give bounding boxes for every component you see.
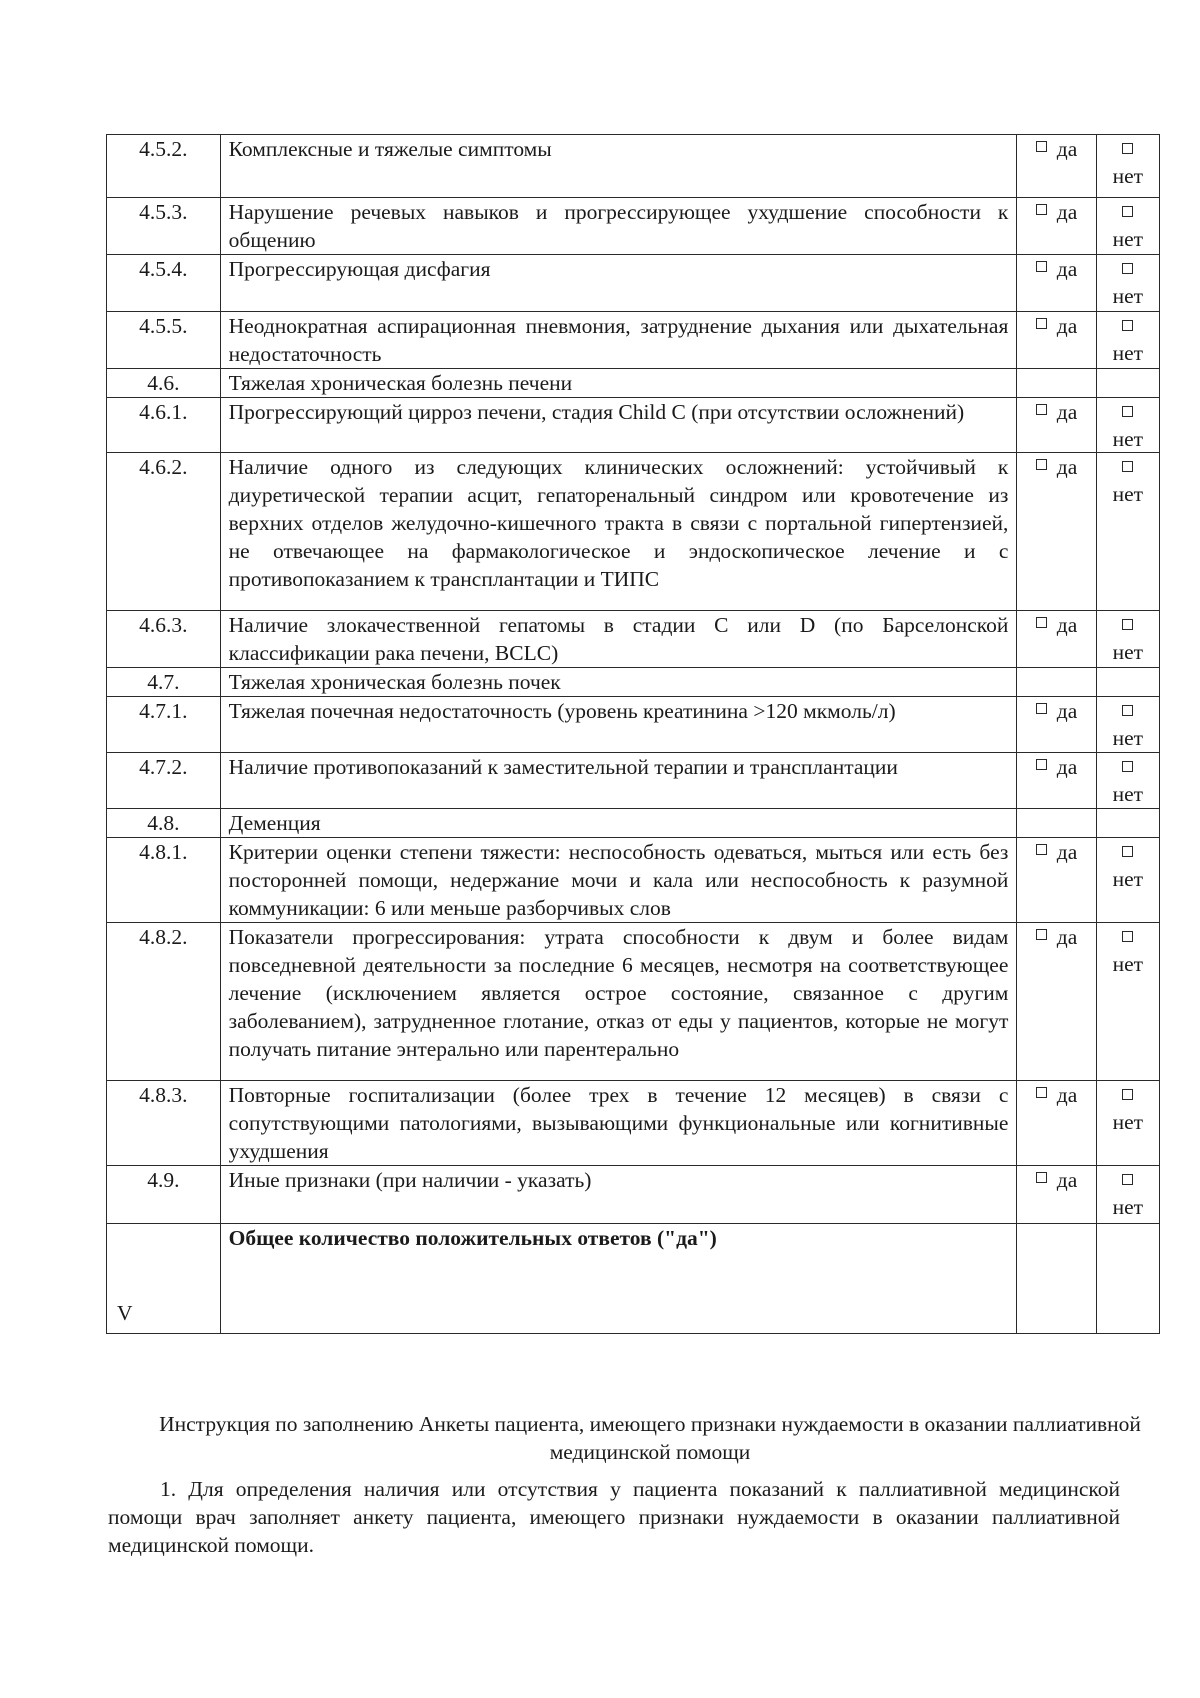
no-cell xyxy=(1096,398,1159,453)
table-row xyxy=(107,312,1160,369)
no-checkbox[interactable] xyxy=(1122,931,1133,942)
table-body xyxy=(107,135,1160,1334)
yes-cell xyxy=(1017,1081,1096,1166)
no-cell xyxy=(1096,453,1159,611)
table-row xyxy=(107,1081,1160,1166)
no-checkbox[interactable] xyxy=(1122,461,1133,472)
instructions-paragraph-1: 1. Для определения наличия или отсутствия у пациента показаний к паллиативной медицинской помощи врач заполняет анкету пациента, имеющего признаки нуждаемости в оказании паллиативной медицинской помощи. xyxy=(108,1477,1120,1557)
no-checkbox[interactable] xyxy=(1122,1174,1133,1185)
yes-checkbox[interactable] xyxy=(1036,1087,1047,1098)
no-checkbox[interactable] xyxy=(1122,320,1133,331)
total-yes-cell[interactable] xyxy=(1017,1224,1096,1334)
no-label: нет xyxy=(1112,1195,1144,1219)
no-cell xyxy=(1096,1081,1159,1166)
row-number: 4.7.2. xyxy=(107,753,221,809)
no-label: нет xyxy=(1112,164,1144,188)
row-criterion-text: Тяжелая почечная недостаточность (уровень креатинина >120 мкмоль/л) xyxy=(220,697,1017,753)
no-label: нет xyxy=(1112,284,1144,308)
yes-checkbox[interactable] xyxy=(1036,459,1047,470)
row-criterion-text: Наличие противопоказаний к заместительной терапии и трансплантации xyxy=(220,753,1017,809)
yes-label: да xyxy=(1056,257,1078,281)
yes-cell xyxy=(1017,398,1096,453)
row-criterion-text: Повторные госпитализации (более трех в течение 12 месяцев) в связи с сопутствующими патологиями, вызывающими функциональные или когнитивные ухудшения xyxy=(220,1081,1017,1166)
row-number: 4.9. xyxy=(107,1166,221,1224)
row-number: 4.6.3. xyxy=(107,611,221,668)
table-row xyxy=(107,369,1160,398)
table-row xyxy=(107,697,1160,753)
row-criterion-text: Показатели прогрессирования: утрата способности к двум и более видам повседневной деятельности за последние 6 месяцев, несмотря на соответствующее лечение (исключением является острое состояние, связанное с другим заболеванием), затрудненное глотание, отказ от еды у пациентов, которые не могут получать питание энтерально или парентерально xyxy=(220,923,1017,1081)
yes-cell xyxy=(1017,697,1096,753)
yes-cell xyxy=(1017,369,1096,398)
yes-checkbox[interactable] xyxy=(1036,318,1047,329)
no-checkbox[interactable] xyxy=(1122,406,1133,417)
instructions-title: Инструкция по заполнению Анкеты пациента, имеющего признаки нуждаемости в оказании паллиативной медицинской помощи xyxy=(159,1412,1141,1464)
yes-cell xyxy=(1017,453,1096,611)
yes-cell xyxy=(1017,611,1096,668)
no-cell xyxy=(1096,668,1159,697)
no-label: нет xyxy=(1112,227,1144,251)
yes-label: да xyxy=(1056,755,1078,779)
yes-label: да xyxy=(1056,455,1078,479)
yes-cell xyxy=(1017,198,1096,255)
yes-cell xyxy=(1017,255,1096,312)
row-number: 4.6. xyxy=(107,369,221,398)
yes-label: да xyxy=(1056,200,1078,224)
yes-label: да xyxy=(1056,699,1078,723)
row-criterion-text: Тяжелая хроническая болезнь печени xyxy=(220,369,1017,398)
row-criterion-text: Иные признаки (при наличии - указать) xyxy=(220,1166,1017,1224)
row-number: 4.7.1. xyxy=(107,697,221,753)
total-section-number: V xyxy=(107,1224,221,1334)
no-label: нет xyxy=(1112,726,1144,750)
no-cell xyxy=(1096,809,1159,838)
yes-cell xyxy=(1017,753,1096,809)
row-criterion-text: Прогрессирующий цирроз печени, стадия Child С (при отсутствии осложнений) xyxy=(220,398,1017,453)
yes-cell xyxy=(1017,668,1096,697)
no-checkbox[interactable] xyxy=(1122,619,1133,630)
row-criterion-text: Наличие злокачественной гепатомы в стадии С или D (по Барселонской классификации рака печени, BCLC) xyxy=(220,611,1017,668)
row-criterion-text: Тяжелая хроническая болезнь почек xyxy=(220,668,1017,697)
no-label: нет xyxy=(1112,341,1144,365)
yes-checkbox[interactable] xyxy=(1036,703,1047,714)
table-row xyxy=(107,923,1160,1081)
table-row xyxy=(107,1166,1160,1224)
table-row xyxy=(107,753,1160,809)
no-checkbox[interactable] xyxy=(1122,143,1133,154)
table-row xyxy=(107,398,1160,453)
no-cell xyxy=(1096,312,1159,369)
yes-cell xyxy=(1017,809,1096,838)
yes-label: да xyxy=(1056,314,1078,338)
row-criterion-text: Прогрессирующая дисфагия xyxy=(220,255,1017,312)
row-number: 4.5.4. xyxy=(107,255,221,312)
row-number: 4.6.1. xyxy=(107,398,221,453)
yes-label: да xyxy=(1056,840,1078,864)
table-row xyxy=(107,453,1160,611)
yes-cell xyxy=(1017,135,1096,198)
yes-cell xyxy=(1017,312,1096,369)
yes-cell xyxy=(1017,1166,1096,1224)
yes-checkbox[interactable] xyxy=(1036,617,1047,628)
row-criterion-text: Наличие одного из следующих клинических осложнений: устойчивый к диуретической терапии асцит, гепаторенальный синдром или кровотечение из верхних отделов желудочно-кишечного тракта в связи с портальной гипертензией, не отвечающее на фармакологическое и эндоскопическое лечение и с противопоказанием к трансплантации и ТИПС xyxy=(220,453,1017,611)
yes-checkbox[interactable] xyxy=(1036,141,1047,152)
no-cell xyxy=(1096,255,1159,312)
yes-checkbox[interactable] xyxy=(1036,759,1047,770)
total-row xyxy=(107,1224,1160,1334)
row-number: 4.8. xyxy=(107,809,221,838)
no-cell xyxy=(1096,198,1159,255)
table-row xyxy=(107,611,1160,668)
row-number: 4.7. xyxy=(107,668,221,697)
row-criterion-text: Неоднократная аспирационная пневмония, затруднение дыхания или дыхательная недостаточность xyxy=(220,312,1017,369)
yes-checkbox[interactable] xyxy=(1036,929,1047,940)
row-number: 4.8.2. xyxy=(107,923,221,1081)
yes-cell xyxy=(1017,838,1096,923)
yes-label: да xyxy=(1056,925,1078,949)
no-cell xyxy=(1096,753,1159,809)
palliative-criteria-table xyxy=(106,134,1160,1334)
yes-checkbox[interactable] xyxy=(1036,261,1047,272)
yes-label: да xyxy=(1056,400,1078,424)
yes-label: да xyxy=(1056,1168,1078,1192)
row-criterion-text: Деменция xyxy=(220,809,1017,838)
no-cell xyxy=(1096,923,1159,1081)
no-checkbox[interactable] xyxy=(1122,263,1133,274)
no-cell xyxy=(1096,611,1159,668)
row-criterion-text: Критерии оценки степени тяжести: неспособность одеваться, мыться или есть без посторонней помощи, недержание мочи и кала или неспособность к разумной коммуникации: 6 или меньше разборчивых слов xyxy=(220,838,1017,923)
yes-checkbox[interactable] xyxy=(1036,844,1047,855)
yes-checkbox[interactable] xyxy=(1036,1172,1047,1183)
total-positive-answers-label: Общее количество положительных ответов ("да") xyxy=(220,1224,1017,1334)
no-cell xyxy=(1096,135,1159,198)
no-checkbox[interactable] xyxy=(1122,1089,1133,1100)
no-label: нет xyxy=(1112,867,1144,891)
no-cell xyxy=(1096,369,1159,398)
yes-checkbox[interactable] xyxy=(1036,204,1047,215)
table-row xyxy=(107,198,1160,255)
yes-label: да xyxy=(1056,613,1078,637)
yes-cell xyxy=(1017,923,1096,1081)
row-criterion-text: Нарушение речевых навыков и прогрессирующее ухудшение способности к общению xyxy=(220,198,1017,255)
no-checkbox[interactable] xyxy=(1122,206,1133,217)
table-row xyxy=(107,668,1160,697)
no-label: нет xyxy=(1112,782,1144,806)
no-label: нет xyxy=(1112,640,1144,664)
total-no-cell[interactable] xyxy=(1096,1224,1159,1334)
no-cell xyxy=(1096,1166,1159,1224)
row-number: 4.5.3. xyxy=(107,198,221,255)
no-label: нет xyxy=(1112,952,1144,976)
yes-label: да xyxy=(1056,137,1078,161)
no-checkbox[interactable] xyxy=(1122,705,1133,716)
no-cell xyxy=(1096,838,1159,923)
row-number: 4.5.5. xyxy=(107,312,221,369)
no-checkbox[interactable] xyxy=(1122,761,1133,772)
no-label: нет xyxy=(1112,482,1144,506)
row-number: 4.8.3. xyxy=(107,1081,221,1166)
no-cell xyxy=(1096,697,1159,753)
table-row xyxy=(107,135,1160,198)
table-row xyxy=(107,809,1160,838)
yes-checkbox[interactable] xyxy=(1036,404,1047,415)
row-number: 4.8.1. xyxy=(107,838,221,923)
no-checkbox[interactable] xyxy=(1122,846,1133,857)
row-number: 4.5.2. xyxy=(107,135,221,198)
yes-label: да xyxy=(1056,1083,1078,1107)
no-label: нет xyxy=(1112,427,1144,451)
no-label: нет xyxy=(1112,1110,1144,1134)
row-criterion-text: Комплексные и тяжелые симптомы xyxy=(220,135,1017,198)
table-row xyxy=(107,255,1160,312)
row-number: 4.6.2. xyxy=(107,453,221,611)
table-row xyxy=(107,838,1160,923)
